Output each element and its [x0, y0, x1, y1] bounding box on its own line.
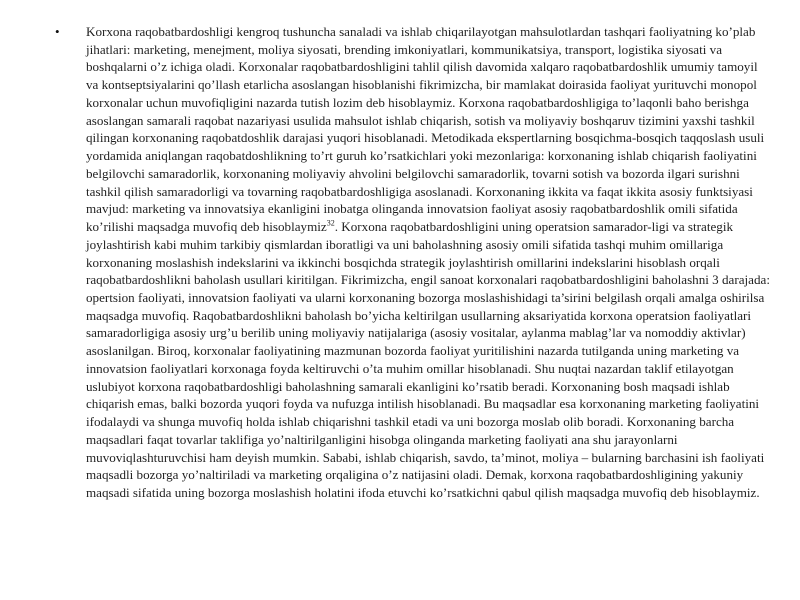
body-paragraph: [86, 23, 770, 502]
paragraph-text-part-2: . Korxona raqobatbardoshligini uning operatsion samarador-ligi va strategik joylashtirish kabi muhim tarkibiy qismlardan iboratligi va uni baholashning asosiy omili sifatida tashqi muhim omillariga korxonaning moslashish indekslarini va ikkinchi bosqichda strategik joylashtirish omillarini indekslarini hisoblash orqali raqobatbardoshlikni baholash usullari kiritilgan. Fikrimizcha, engil sanoat korxonalari raqobatbardoshligini baholashni 3 darajada: opertsion faoliyati, innovatsion faoliyati va ularni korxonaning bozorga moslashishidagi ta’sirini belgilash orqali amalga oshirilsa maqsadga muvofiq. Raqobatbardoshlikni baholash bo’yicha keltirilgan usullarning aksariyatida korxona operatsion faoliyatlari samaradorligiga asosiy urg’u berilib uning moliyaviy natijalariga (asosiy vositalar, aylanma mablag’lar va nomoddiy aktivlar) asoslanilgan. Biroq, korxonalar faoliyatining mazmunan bozorda faoliyat yuritilishini nazarda tutilganda uning marketing va innovatsion faoliyatlari korxonaga foyda keltiruvchi o’ta muhim omillar hisoblanadi. Shu nuqtai nazardan taklif etilayotgan uslubiyot korxona raqobatbardoshligi baholashning samarali ekanligini ko’rsatib beradi. Korxonaning bosh maqsadi ishlab chiqarish emas, balki bozorda yuqori foyda va nufuzga intilish hisoblanadi. Bu maqsadlar esa korxonaning marketing faoliyatini ifodalaydi va shunga muvofiq holda ishlab chiqarishni tashkil etadi va uni bozorga moslab olib boradi. Korxonaning barcha maqsadlari faqat tovarlar taklifiga yo’naltirilganligini hisobga olinganda marketing faoliyati ana shu jarayonlarni muvoviqlashturuvchisi ham deyish mumkin. Sababi, ishlab chiqarish, savdo, ta’minot, moliya – bularning barchasini ish faoliyati maqsadli bozorga yo’naltiriladi va marketing orqaligina o’z natijasini oladi. Demak, korxona raqobatbardoshligining yakuniy maqsadi sifatida uning bozorga moslashish holatini ifoda etuvchi ko’rsatkichni qabul qilish maqsadga muvofiq deb hisoblaymiz.: [86, 219, 770, 501]
paragraph-text-part-1: Korxona raqobatbardoshligi kengroq tushuncha sanaladi va ishlab chiqarilayotgan mahsulotlardan tashqari faoliyatning ko’plab jihatlari: marketing, menejment, moliya siyosati, brending imkoniyatlari, kommunikatsiya, transport, logistika siyosati va boshqalarni o’z ichiga oladi. Korxonalar raqobatbardoshligini tahlil qilish davomida xalqaro raqobatbardoshlik umumiy tamoyil va kontseptsiyalarini qo’llash etarlicha asoslangan hisoblanishi fikrimizcha, bir mamlakat doirasida faoliyat yurituvchi monopol korxonalar uchun muvofiqligini nazarda tutish lozim deb hisoblaymiz. Korxona raqobatbardoshligiga to’laqonli baho berishga asoslangan samarali raqobat nazariyasi usulida mahsulot ishlab chiqarish, sotish va moliyaviy boshqaruv tizimini yaxshi tashkil qilingan korxonaning raqobatdoshlik darajasi yuqori hisoblanadi. Metodikada ekspertlarning bosqichma-bosqich taqqoslash usuli yordamida aniqlangan raqobatdoshlikning to’rt guruh ko’rsatkichlari yoki mezonlariga: korxonaning ishlab chiqarish faoliyatini belgilovchi samaradorlik, korxonaning moliyaviy ahvolini belgilovchi samaradorlik, tovarni sotish va bozorda ilgari surishni tashkil qilish samaradorligi va tovarning raqobatbardoshligiga asoslanadi. Korxonaning ikkita va faqat ikkita asosiy funktsiyasi mavjud: marketing va innovatsiya ekanligini inobatga olinganda innovatsion faoliyat asosiy raqobatbardoshlik omili sifatida ko’rilishi maqsadga muvofiq deb hisoblaymiz: [86, 24, 765, 235]
bullet-paragraph: [55, 23, 770, 502]
footnote-reference: 32: [326, 218, 335, 228]
bullet-icon: •: [55, 24, 60, 39]
